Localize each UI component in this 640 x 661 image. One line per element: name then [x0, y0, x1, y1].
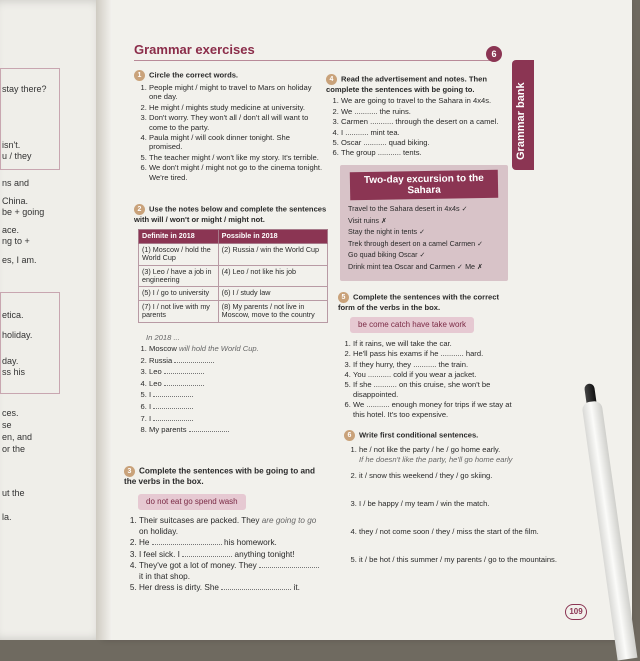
advertisement-heading: Two-day excursion to the Sahara [350, 170, 498, 201]
exercise-instruction: Write first conditional sentences. [359, 430, 479, 440]
grammar-bank-label: Grammar bank [515, 82, 527, 160]
grammar-bank-tab [512, 60, 534, 170]
exercise-item: 2. He'll pass his exams if he ........... hard. [353, 349, 514, 358]
exercise-item: 3. If they hurry, they ........... the train. [353, 360, 514, 369]
page-number: 109 [565, 604, 587, 620]
answer-blank[interactable] [174, 362, 214, 363]
table-cell: (3) Leo / have a job in engineering [139, 265, 219, 287]
answer-line [149, 379, 330, 390]
item-end: his homework. [224, 538, 277, 548]
answer-line [149, 425, 330, 436]
exercise-item: 6. We ........... enough money for trips if we stay at this hotel. It's too expensive. [353, 400, 514, 419]
left-fragment: holiday. [2, 330, 33, 340]
item-start: I [149, 390, 152, 400]
table-cell: (6) I / study law [218, 287, 327, 300]
left-fragment: day. [2, 356, 19, 366]
lead-text: In 2018 ... [146, 332, 180, 342]
left-fragment: ces. [2, 408, 19, 418]
exercise-item: 2. He might / mights study medicine at university. [149, 103, 324, 112]
title-rule [134, 60, 494, 61]
handwritten-answer: If he doesn't like the party, he'll go home early [359, 455, 513, 464]
exercise-item: 4. Paula might / will cook dinner tonight. She promised. [149, 133, 324, 152]
handwritten-answer: will hold the World Cup. [178, 344, 259, 354]
answer-line [149, 390, 330, 401]
exercise-item: 4. I ........... mint tea. [341, 128, 508, 137]
exercise-item: 6. The group ........... tents. [341, 148, 508, 157]
item-end: it. [293, 583, 300, 593]
answer-blank[interactable] [153, 408, 193, 409]
left-fragment: isn't. [2, 140, 21, 150]
left-fragment: etica. [2, 310, 24, 320]
left-fragment: la. [2, 512, 12, 522]
item-text: They've got a lot of money. They [139, 561, 257, 571]
left-fragment: en, and [2, 432, 33, 442]
exercise-item: 5. Oscar ........... quad biking. [341, 138, 508, 147]
answer-blank[interactable] [221, 589, 291, 590]
advertisement-box [340, 165, 508, 281]
exercise-item: 3. I / be happy / my team / win the match. [359, 499, 560, 509]
handwritten-answer: are going to go [261, 516, 317, 526]
item-start: Leo [149, 367, 162, 377]
item-text: I feel sick. I [139, 549, 180, 559]
answer-line [149, 344, 330, 355]
left-fragment: ace. [2, 225, 20, 235]
exercise-item [139, 516, 324, 537]
item-text: Her dress is dirty. She [139, 583, 219, 593]
exercise-item: 4. You ........... cold if you wear a jacket. [353, 370, 514, 379]
answer-blank[interactable] [152, 544, 222, 545]
exercise-instruction: Complete the sentences with be going to and the verbs in the box. [124, 466, 316, 487]
answer-blank[interactable] [164, 373, 204, 374]
exercise-instruction: Complete the sentences with the correct form of the verbs in the box. [338, 292, 500, 312]
advertisement-line: Travel to the Sahara desert in 4x4s ✓ [348, 204, 468, 213]
table-cell: (5) I / go to university [139, 287, 219, 300]
item-end: on holiday. [139, 526, 178, 536]
left-fragment: se [2, 420, 12, 430]
item-start: Moscow [149, 344, 177, 354]
advertisement-line: Go quad biking Oscar ✓ [348, 250, 426, 259]
table-header: Definite in 2018 [139, 230, 219, 243]
exercise-number: 1 [134, 70, 145, 81]
left-fragment: China. [2, 196, 29, 206]
answer-line [149, 356, 330, 367]
answer-blank[interactable] [153, 396, 193, 397]
exercise-item [139, 538, 324, 549]
exercise-item [359, 445, 560, 465]
exercise-item [139, 550, 324, 561]
item-end: anything tonight! [234, 549, 295, 559]
answer-blank[interactable] [182, 556, 232, 557]
answer-blank[interactable] [164, 385, 204, 386]
exercise-number: 2 [134, 204, 145, 215]
item-start: Russia [149, 355, 173, 365]
advertisement-line: Visit ruins ✗ [348, 215, 388, 225]
left-fragment: ns and [2, 178, 30, 188]
exercise-item: 1. We are going to travel to the Sahara in 4x4s. [341, 96, 508, 105]
left-table-box [0, 292, 60, 394]
exercise-item: 2. it / snow this weekend / they / go skiing. [359, 471, 560, 481]
exercise-item: 5. The teacher might / won't like my story. It's terrible. [149, 153, 324, 162]
item-text: He [139, 538, 150, 548]
exercise-3 [124, 466, 324, 595]
exercise-1 [134, 70, 324, 183]
book-spine [96, 0, 112, 640]
exercise-number: 6 [344, 430, 355, 441]
exercise-item: 6. We don't might / might not go to the cinema tonight. We're tired. [149, 163, 324, 182]
unit-badge: 6 [486, 46, 502, 62]
table-header: Possible in 2018 [218, 230, 327, 243]
advertisement-line: Drink mint tea Oscar and Carmen ✓ Me ✗ [348, 261, 484, 271]
item-text: Their suitcases are packed. They [139, 516, 260, 526]
table-cell: (2) Russia / win the World Cup [218, 243, 327, 265]
left-fragment: ss his [2, 367, 26, 377]
exercise-item: 4. they / not come soon / they / miss the start of the film. [359, 527, 560, 537]
item-start: I [149, 413, 152, 423]
exercise-instruction: Read the advertisement and notes. Then complete the sentences with be going to. [326, 74, 488, 94]
exercise-instruction: Use the notes below and complete the sentences with will / won't or might / might not. [134, 204, 327, 224]
left-fragment: be + going [2, 207, 45, 217]
left-fragment: u / they [2, 151, 32, 161]
left-fragment: ut the [2, 488, 25, 498]
answer-line [149, 367, 330, 378]
verb-box: be come catch have take work [350, 317, 474, 332]
exercise-item: 3. Carmen ........... through the desert on a camel. [341, 117, 508, 126]
table-cell: (1) Moscow / hold the World Cup [139, 243, 219, 265]
exercise-2 [134, 204, 330, 437]
left-fragment: or the [2, 444, 26, 454]
exercise-instruction: Circle the correct words. [149, 70, 239, 80]
notes-table [138, 229, 328, 322]
exercise-4 [326, 74, 508, 159]
left-fragment: ng to + [2, 236, 30, 246]
table-cell: (7) I / not live with my parents [139, 300, 219, 322]
exercise-number: 3 [124, 466, 135, 477]
page-title: Grammar exercises [134, 42, 255, 57]
exercise-number: 4 [326, 74, 337, 85]
item-start: Leo [149, 378, 162, 388]
exercise-item: 2. We ........... the ruins. [341, 107, 508, 116]
answer-blank[interactable] [259, 567, 319, 568]
exercise-item: 5. If she ........... on this cruise, she won't be disappointed. [353, 380, 514, 399]
answer-blank[interactable] [189, 431, 229, 432]
answer-blank[interactable] [153, 420, 193, 421]
left-page [0, 0, 106, 640]
item-start: I [149, 402, 152, 412]
exercise-item: 1. If it rains, we will take the car. [353, 339, 514, 348]
table-cell: (8) My parents / not live in Moscow, move to the country [218, 300, 327, 322]
verb-box: do not eat go spend wash [138, 494, 246, 511]
advertisement-line: Stay the night in tents ✓ [348, 227, 426, 236]
exercise-number: 5 [338, 292, 349, 303]
advertisement-line: Trek through desert on a camel Carmen ✓ [348, 238, 484, 248]
exercise-item [139, 583, 324, 594]
answer-line [149, 402, 330, 413]
answer-line [149, 414, 330, 425]
exercise-item: 1. People might / might to travel to Mars on holiday one day. [149, 83, 324, 102]
exercise-5 [338, 292, 514, 420]
left-fragment: es, I am. [2, 255, 37, 265]
item-start: My parents [149, 425, 187, 435]
item-end: it in that shop. [139, 571, 190, 581]
table-cell: (4) Leo / not like his job [218, 265, 327, 287]
exercise-item: 5. it / be hot / this summer / my parents / go to the mountains. [359, 555, 560, 565]
left-fragment: stay there? [2, 84, 47, 94]
exercise-item [139, 561, 324, 582]
item-text: he / not like the party / he / go home early. [359, 445, 501, 454]
exercise-6 [344, 430, 560, 566]
exercise-item: 3. Don't worry. They won't all / don't all will want to come to the party. [149, 113, 324, 132]
